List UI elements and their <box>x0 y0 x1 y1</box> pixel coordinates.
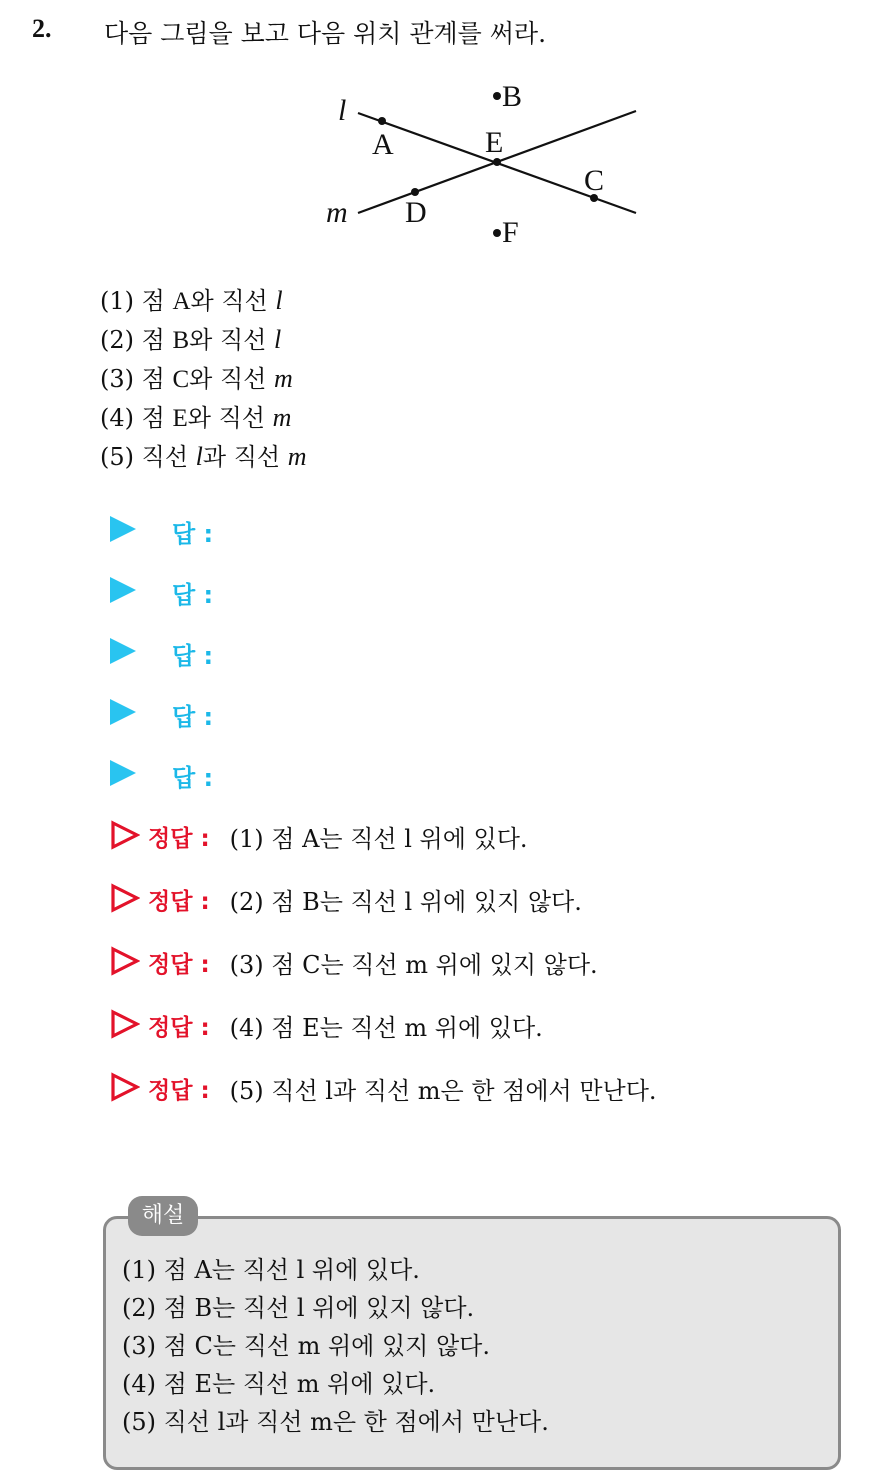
explanation-line: (3) 점 C는 직선 m 위에 있지 않다. <box>122 1332 490 1360</box>
outline-triangle-icon <box>110 946 140 976</box>
solution-row <box>110 940 657 1003</box>
point-d-dot <box>411 188 419 196</box>
solution-text: (1) 점 A는 직선 l 위에 있다. <box>229 825 528 853</box>
list-item: (2) 점 B와 직선 l <box>100 325 282 354</box>
solution-label: 정답 : <box>148 889 210 915</box>
point-c-label: C <box>584 164 605 197</box>
answer-row[interactable] <box>110 569 213 630</box>
solution-row <box>110 1066 657 1129</box>
answer-row[interactable] <box>110 752 213 813</box>
solution-text: (3) 점 C는 직선 m 위에 있지 않다. <box>229 951 598 979</box>
solution-text: (5) 직선 l과 직선 m은 한 점에서 만난다. <box>229 1077 657 1105</box>
explanation-line: (1) 점 A는 직선 l 위에 있다. <box>122 1256 420 1284</box>
list-item: (4) 점 E와 직선 m <box>100 403 292 432</box>
play-triangle-icon <box>110 516 136 542</box>
question-number: 2. <box>32 14 52 43</box>
solution-section <box>110 814 657 1129</box>
list-item: (1) 점 A와 직선 l <box>100 286 283 315</box>
point-b-label: B <box>502 80 523 113</box>
answer-row[interactable] <box>110 508 213 569</box>
line-m-label: m <box>326 196 348 229</box>
solution-label: 정답 : <box>148 1015 210 1041</box>
answer-label: 답 : <box>172 764 214 792</box>
point-e-dot <box>493 158 501 166</box>
play-triangle-icon <box>110 638 136 664</box>
answer-row[interactable] <box>110 630 213 691</box>
solution-row <box>110 814 657 877</box>
explanation-line: (4) 점 E는 직선 m 위에 있다. <box>122 1370 436 1398</box>
play-triangle-icon <box>110 577 136 603</box>
solution-text: (4) 점 E는 직선 m 위에 있다. <box>229 1014 543 1042</box>
outline-triangle-icon <box>110 1009 140 1039</box>
question-prompt: 다음 그림을 보고 다음 위치 관계를 써라. <box>104 19 547 48</box>
answer-label: 답 : <box>172 581 214 609</box>
solution-label: 정답 : <box>148 826 210 852</box>
play-triangle-icon <box>110 699 136 725</box>
list-item: (5) 직선 l과 직선 m <box>100 442 307 471</box>
point-a-dot <box>378 117 386 125</box>
solution-text: (2) 점 B는 직선 l 위에 있지 않다. <box>229 888 582 916</box>
point-e-label: E <box>485 126 504 159</box>
solution-label: 정답 : <box>148 952 210 978</box>
point-d-label: D <box>405 196 427 229</box>
line-l-label: l <box>338 94 347 127</box>
answer-label: 답 : <box>172 703 214 731</box>
answer-section <box>110 508 213 813</box>
explanation-tag: 해설 <box>128 1196 198 1236</box>
play-triangle-icon <box>110 760 136 786</box>
answer-row[interactable] <box>110 691 213 752</box>
answer-label: 답 : <box>172 520 214 548</box>
point-b-dot <box>493 92 501 100</box>
solution-label: 정답 : <box>148 1078 210 1104</box>
list-item: (3) 점 C와 직선 m <box>100 364 293 393</box>
point-f-label: F <box>502 216 519 249</box>
outline-triangle-icon <box>110 1072 140 1102</box>
outline-triangle-icon <box>110 883 140 913</box>
solution-row <box>110 877 657 940</box>
question-items <box>100 282 307 476</box>
answer-label: 답 : <box>172 642 214 670</box>
explanation-line: (2) 점 B는 직선 l 위에 있지 않다. <box>122 1294 475 1322</box>
point-a-label: A <box>372 128 394 161</box>
point-f-dot <box>493 229 501 237</box>
solution-row <box>110 1003 657 1066</box>
geometry-figure <box>320 74 660 254</box>
explanation-lines <box>122 1251 549 1441</box>
outline-triangle-icon <box>110 820 140 850</box>
explanation-line: (5) 직선 l과 직선 m은 한 점에서 만난다. <box>122 1408 549 1436</box>
